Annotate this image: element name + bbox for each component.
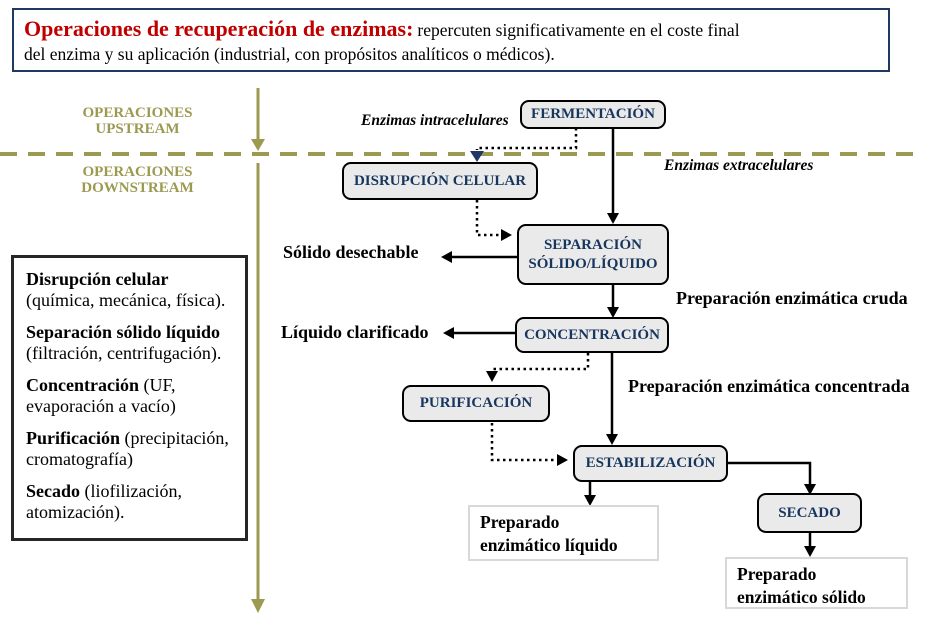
upstream-lane-label [55,105,220,137]
output-solid-enzyme-preparation [725,557,908,609]
node-solid-liquid-separation [517,224,669,285]
liquid-output-line2: enzimático líquido [480,535,618,555]
solid-output-arrowhead-icon [804,546,816,557]
downstream-label-line1: OPERACIONES [82,164,193,180]
fermentation-to-separation-arrowhead-icon [607,213,619,224]
title-subtext: repercuten significativamente en el coste final [417,20,740,40]
title-heading: Operaciones de recuperación de enzimas: [24,16,414,41]
concentration-to-stabilization-arrowhead-icon [606,434,618,445]
separation-line1: SEPARACIÓN [543,236,643,253]
node-stabilization: ESTABILIZACIÓN [573,445,728,482]
legend-term: Concentración [26,375,139,395]
legend-item-disruption [26,269,237,311]
legend-detail: (precipitación, [119,428,229,448]
legend-term: Purificación [26,428,120,448]
legend-term: Secado [26,481,80,501]
legend-detail-line2: cromatografía) [26,449,133,469]
node-drying: SECADO [757,493,862,533]
stabilization-to-drying-line [727,463,810,487]
disruption-to-separation-dotted-line [477,200,501,235]
legend-item-purification [26,428,237,470]
solid-waste-label: Sólido desechable [283,242,419,262]
title-box [12,8,890,72]
intracellular-arrowhead-icon [470,151,484,162]
legend-item-separation [26,322,237,364]
disruption-to-separation-arrowhead-icon [501,229,512,241]
concentrated-preparation-label: Preparación enzimática concentrada [628,376,910,396]
purification-to-stabilization-dotted-line [492,423,557,460]
legend-item-concentration [26,375,237,417]
solid-waste-arrowhead-icon [441,251,452,263]
node-fermentation: FERMENTACIÓN [520,100,666,129]
clarified-liquid-label: Líquido clarificado [281,322,429,342]
upstream-arrowhead-icon [251,139,265,151]
fermentation-to-disruption-dotted-line [477,128,576,150]
intracellular-enzymes-label: Enzimas intracelulares [361,112,509,129]
title-line2: del enzima y su aplicación (industrial, con propósitos analíticos o médicos). [24,44,555,64]
legend-term: Disrupción celular [26,269,169,289]
legend-item-drying [26,481,237,523]
upstream-label-line2: UPSTREAM [95,121,180,137]
legend-term: Separación sólido líquido [26,322,221,342]
node-concentration: CONCENTRACIÓN [515,317,669,353]
downstream-lane-label [55,164,220,196]
output-liquid-enzyme-preparation [468,505,659,561]
title-line1 [24,16,878,42]
liquid-output-line1: Preparado [480,512,560,532]
solid-output-line2: enzimático sólido [737,587,866,607]
downstream-arrowhead-icon [251,599,265,613]
legend-detail: (liofilización, [80,481,182,501]
legend-detail-line2: evaporación a vacío) [26,396,176,416]
node-purification: PURIFICACIÓN [402,385,550,422]
separation-line2: SÓLIDO/LÍQUIDO [528,255,658,272]
legend-detail: (UF, [138,375,176,395]
downstream-label-line2: DOWNSTREAM [81,180,194,196]
legend-detail-line2: (química, mecánica, física). [26,290,226,310]
concentration-to-purification-arrowhead-icon [486,371,498,382]
purification-to-stabilization-arrowhead-icon [557,454,568,466]
solid-output-line1: Preparado [737,564,817,584]
legend-detail-line2: atomización). [26,502,125,522]
crude-preparation-label: Preparación enzimática cruda [676,288,908,308]
definitions-box [11,255,248,541]
legend-detail-line2: (filtración, centrifugación). [26,343,222,363]
concentration-to-purification-dotted-line [492,353,588,371]
clarified-liquid-arrowhead-icon [443,327,454,339]
node-cell-disruption: DISRUPCIÓN CELULAR [342,162,538,200]
extracellular-enzymes-label: Enzimas extracelulares [664,157,814,174]
upstream-label-line1: OPERACIONES [82,105,193,121]
